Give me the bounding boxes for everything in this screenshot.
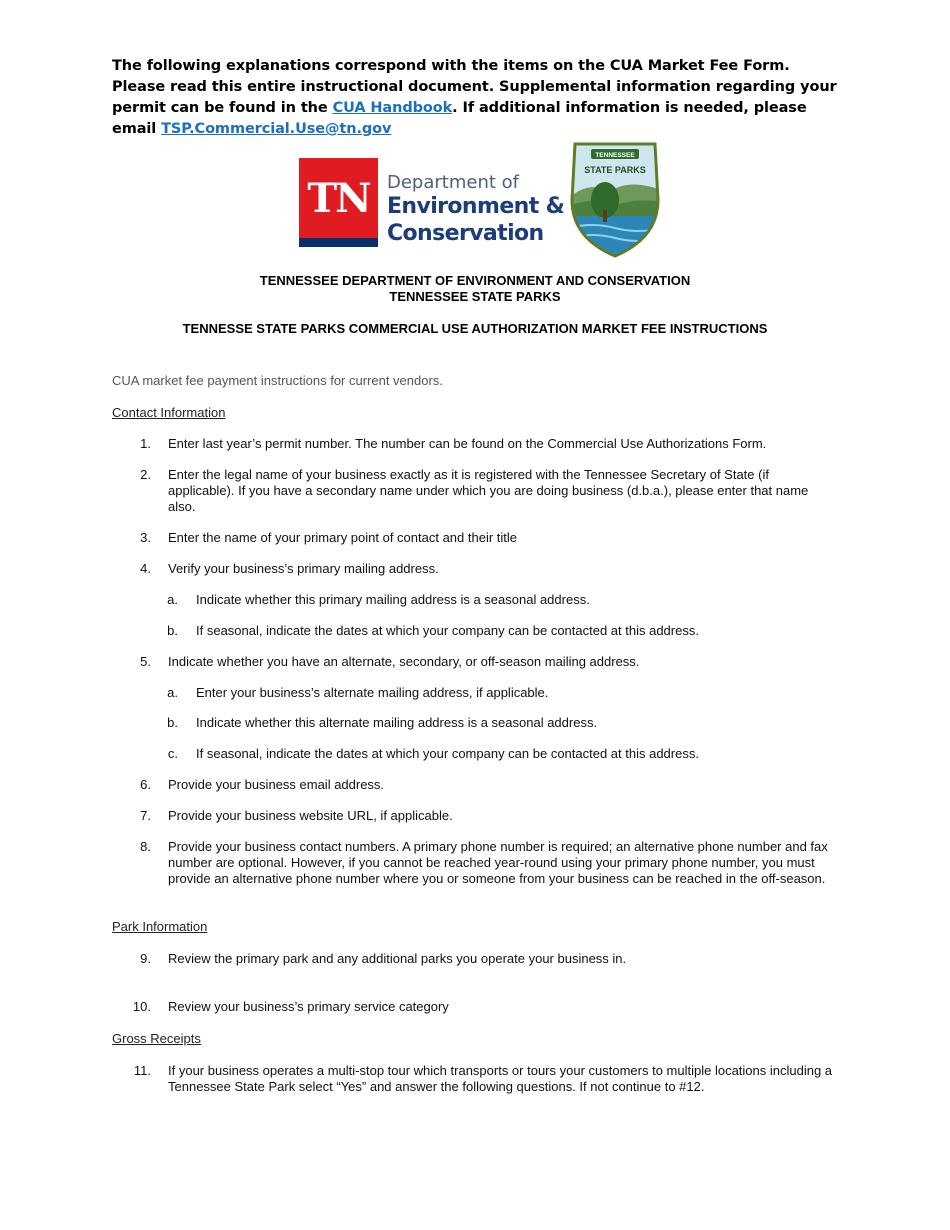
item-number: 7. xyxy=(140,808,151,823)
intro-text-1: The following explanations correspond with the items on the CUA Market Fee Form. Please read this entire instructional document. Supplemental information regarding your permit can be found in the xyxy=(112,58,837,116)
item-number: 10. xyxy=(132,999,151,1014)
subitem-letter: c. xyxy=(167,746,178,761)
item-text: Provide your business contact numbers. A primary phone number is required; an alternative phone number and fax number are optional. However, if you cannot be reached year-round using your primary phone number, you must provide an alternative phone number where you or someone from your business can be reached in the off-season. xyxy=(168,839,828,886)
item-text: If your business operates a multi-stop tour which transports or tours your customers to multiple locations including a Tennessee State Park select “Yes” and answer the following questions. If not continue to #12. xyxy=(168,1063,833,1094)
item-number: 5. xyxy=(140,654,151,669)
section-gross-receipts: Gross Receipts xyxy=(112,1031,201,1046)
wordmark-line-1: Department of xyxy=(387,172,519,193)
item-number: 2. xyxy=(140,467,151,482)
badge-top-text: TENNESSEE xyxy=(595,152,635,159)
section-contact-information: Contact Information xyxy=(112,405,226,420)
wordmark-line-2: Environment & xyxy=(387,194,565,219)
dept-heading: TENNESSEE DEPARTMENT OF ENVIRONMENT AND CONSERVATION xyxy=(259,273,691,288)
section-park-information: Park Information xyxy=(112,919,208,934)
item-number: 6. xyxy=(140,777,151,792)
subitem-text: If seasonal, indicate the dates at which your company can be contacted at this address. xyxy=(196,746,699,761)
subitem-letter: b. xyxy=(167,715,178,730)
item-text: Verify your business’s primary mailing address. xyxy=(168,561,439,576)
intro-text-2: . If additional information is needed, please email xyxy=(112,100,807,137)
subitem-text: Indicate whether this primary mailing address is a seasonal address. xyxy=(196,592,590,607)
item-text: Review the primary park and any additional parks you operate your business in. xyxy=(168,951,627,966)
tn-logo: TN xyxy=(299,158,378,238)
subitem-letter: b. xyxy=(167,623,178,638)
subitem-text: Enter your business’s alternate mailing address, if applicable. xyxy=(196,685,549,700)
item-number: 9. xyxy=(140,951,151,966)
item-text: Review your business’s primary service category xyxy=(168,999,449,1014)
item-number: 4. xyxy=(140,561,151,576)
parks-heading: TENNESSEE STATE PARKS xyxy=(389,289,561,304)
intro-paragraph xyxy=(112,56,837,140)
page-title: TENNESSE STATE PARKS COMMERCIAL USE AUTHORIZATION MARKET FEE INSTRUCTIONS xyxy=(182,321,768,336)
cua-handbook-link[interactable]: CUA Handbook xyxy=(332,100,453,116)
item-text: Provide your business website URL, if applicable. xyxy=(168,808,453,823)
tdec-wordmark xyxy=(387,173,572,247)
subitem-letter: a. xyxy=(167,685,178,700)
subitem-letter: a. xyxy=(167,592,178,607)
item-number: 1. xyxy=(140,436,151,451)
email-link[interactable]: TSP.Commercial.Use@tn.gov xyxy=(161,121,392,137)
item-text: Enter last year’s permit number. The number can be found on the Commercial Use Authorizations Form. xyxy=(168,436,767,451)
subitem-text: If seasonal, indicate the dates at which your company can be contacted at this address. xyxy=(196,623,699,638)
badge-main-text: STATE PARKS xyxy=(584,165,646,175)
item-number: 3. xyxy=(140,530,151,545)
tn-logo-bar xyxy=(299,238,378,247)
item-text: Enter the legal name of your business exactly as it is registered with the Tennessee Secretary of State (if applicable). If you have a secondary name under which you are doing business (d.b.a.), please enter that name also. xyxy=(168,467,809,514)
item-text: Enter the name of your primary point of contact and their title xyxy=(168,530,518,545)
subitem-text: Indicate whether this alternate mailing address is a seasonal address. xyxy=(196,715,598,730)
wordmark-line-3: Conservation xyxy=(387,221,544,246)
item-text: Indicate whether you have an alternate, secondary, or off-season mailing address. xyxy=(168,654,640,669)
item-text: Provide your business email address. xyxy=(168,777,385,792)
item-number: 8. xyxy=(140,839,151,854)
subtitle: CUA market fee payment instructions for current vendors. xyxy=(112,373,443,388)
state-parks-badge-icon xyxy=(569,140,661,258)
item-number: 11. xyxy=(133,1063,151,1078)
